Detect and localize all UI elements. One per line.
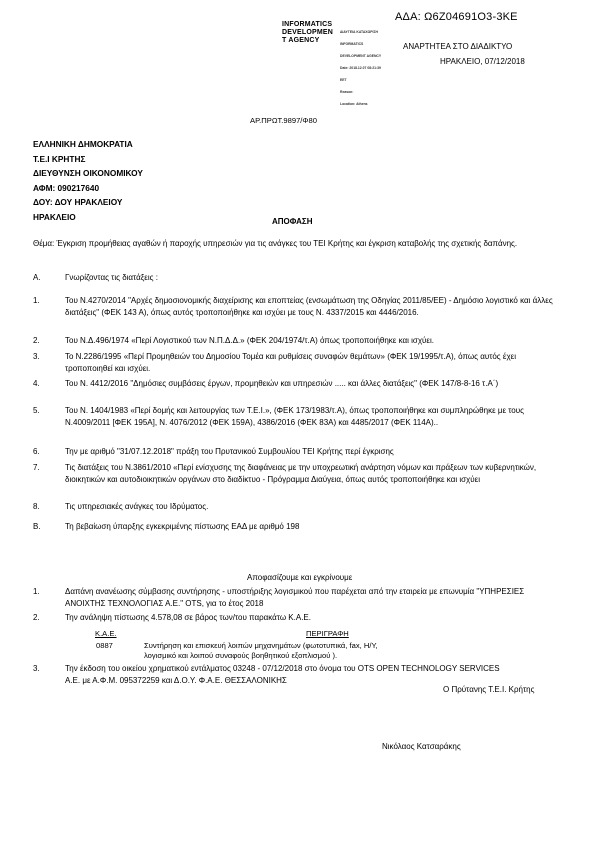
item-number: 6. bbox=[33, 447, 40, 456]
stamp-detail: DEVELOPMENT AGENCY bbox=[340, 54, 382, 58]
subject-line: Θέμα: Έγκριση προμήθειας αγαθών ή παροχής υπηρεσιών για τις ανάγκες του ΤΕΙ Κρήτης και έγκριση καταβολής της σχετικής δαπάνης. bbox=[33, 239, 518, 248]
place-date: ΗΡΑΚΛΕΙΟ, 07/12/2018 bbox=[440, 57, 525, 66]
issuer-line: ΔΙΕΥΘΥΝΣΗ ΟΙΚΟΝΟΜΙΚΟΥ bbox=[33, 168, 143, 179]
stamp-detail: Location: Athens bbox=[340, 102, 368, 106]
issuer-line: ΗΡΑΚΛΕΙΟ bbox=[33, 211, 76, 222]
item-number: 2. bbox=[33, 613, 40, 622]
item-number: 1. bbox=[33, 587, 40, 596]
item-text: Το Ν.2286/1995 «Περί Προμηθειών του Δημοσίου Τομέα και ρυθμίσεις συναφών θεμάτων» (ΦΕΚ 19/1995/τ.Α), όπως αυτός έχει τροποποιηθεί και ισχύει. bbox=[65, 352, 516, 373]
item-number: 5. bbox=[33, 406, 40, 415]
posting-note: ΑΝΑΡΤΗΤΕΑ ΣΤΟ ΔΙΑΔΙΚΤΥΟ bbox=[403, 42, 513, 51]
stamp-line: DEVELOPMEN bbox=[282, 29, 334, 37]
stamp-details bbox=[340, 22, 381, 114]
decide-heading: Αποφασίζουμε και εγκρίνουμε bbox=[247, 573, 353, 582]
item-text: Του Ν. 4412/2016 "Δημόσιες συμβάσεις έργων, προμηθειών και υπηρεσιών ..... και άλλες διατάξεις" (ΦΕΚ 147/8-8-16 τ.Α΄) bbox=[65, 379, 499, 388]
description-header: ΠΕΡΙΓΡΑΦΗ bbox=[306, 629, 349, 638]
item-text: Του Ν.Δ.496/1974 «Περί Λογιστικού των Ν.Π.Δ.Δ.» (ΦΕΚ 204/1974/τ.Α) όπως τροποποιήθηκε και ισχύει. bbox=[65, 336, 434, 345]
decision-title: ΑΠΟΦΑΣΗ bbox=[272, 217, 313, 226]
issuer-line: Τ.Ε.Ι ΚΡΗΤΗΣ bbox=[33, 153, 86, 164]
item-text: Γνωρίζοντας τις διατάξεις : bbox=[65, 273, 158, 282]
protocol-number: ΑΡ.ΠΡΩΤ.9897/Φ80 bbox=[250, 116, 317, 125]
stamp-detail: Reason: bbox=[340, 90, 354, 94]
item-number: 3. bbox=[33, 352, 40, 361]
item-text: Δαπάνη ανανέωσης σύμβασης συντήρησης - υποστήριξης λογισμικού που παρέχεται από την εταιρεία με επωνυμία "ΥΠΗΡΕΣΙΕΣ ΑΝΟΙΧΤΗΣ ΤΕΧΝΟΛΟΓΙΑΣ Α.Ε." OTS, για το έτος 2018 bbox=[65, 587, 525, 608]
item-text: Την με αριθμό "31/07.12.2018" πράξη του Πρυτανικού Συμβουλίου ΤΕΙ Κρήτης περί έγκρισης bbox=[65, 447, 394, 456]
item-number: Β. bbox=[33, 522, 41, 531]
signatory-name: Νικόλαος Κατσαράκης bbox=[382, 742, 461, 751]
issuer-header bbox=[33, 137, 143, 225]
issuer-line: ΕΛΛΗΝΙΚΗ ΔΗΜΟΚΡΑΤΙΑ bbox=[33, 139, 133, 149]
item-text: Την έκδοση του οικείου χρηματικού εντάλματος 03248 - 07/12/2018 στο όνομα του OTS OPEN TECHNOLOGY SERVICES Α.Ε. με Α.Φ.Μ. 095372259 και Δ.Ο.Υ. Φ.Α.Ε. ΘΕΣΣΑΛΟΝΙΚΗΣ bbox=[65, 664, 500, 685]
signatory-title: Ο Πρύτανης Τ.Ε.Ι. Κρήτης bbox=[443, 685, 535, 694]
item-text: Τις υπηρεσιακές ανάγκες του Ιδρύματος. bbox=[65, 502, 209, 511]
stamp-detail: EET bbox=[340, 78, 347, 82]
item-text: Τη βεβαίωση ύπαρξης εγκεκριμένης πίστωσης ΕΑΔ με αριθμό 198 bbox=[65, 522, 300, 531]
stamp-detail: INFORMATICS bbox=[340, 42, 364, 46]
item-text: Του Ν. 1404/1983 «Περί δομής και λειτουργίας των Τ.Ε.Ι.», (ΦΕΚ 173/1983/τ.Α), όπως τροποποιήθηκε και συμπληρώθηκε με τους Ν.4009/2011 [ΦΕΚ 195Α], Ν. 4076/2012 (ΦΕΚ 159Α), 4386/2016 (ΦΕΚ 83Α) και 4485/2017 (ΦΕΚ 114Α).. bbox=[65, 406, 524, 427]
kae-header: Κ.Α.Ε. bbox=[95, 629, 117, 638]
diavgeia-stamp bbox=[282, 21, 382, 106]
stamp-line: INFORMATICS bbox=[282, 21, 333, 28]
item-number: 1. bbox=[33, 296, 40, 305]
stamp-line: T AGENCY bbox=[282, 37, 320, 45]
stamp-detail: Date: 2018.12.07 08:21:39 bbox=[340, 66, 381, 70]
item-text: Τις διατάξεις του Ν.3861/2010 «Περί ενίσχυσης της διαφάνειας με την υποχρεωτική ανάρτηση νόμων και πράξεων των κυβερνητικών, διοικητικών και αυτοδιοικητικών οργάνων στο διαδίκτυο - Πρόγραμμα Διαύγεια, όπως αυτός τροποποιήθηκε και ισχύει bbox=[65, 463, 537, 484]
ada-code: ΑΔΑ: Ω6Ζ04691Ο3-3ΚΕ bbox=[395, 11, 518, 23]
description-value: Συντήρηση και επισκευή λοιπών μηχανημάτων (φωτοτυπικά, fax, Η/Υ, λογισμικό και λοιπού συναφούς βοηθητικού εξοπλισμού ). bbox=[144, 641, 378, 660]
item-number: 3. bbox=[33, 664, 40, 673]
item-text: Του Ν.4270/2014 "Αρχές δημοσιονομικής διαχείρισης και εποπτείας (ενσωμάτωση της Οδηγίας 2011/85/ΕΕ) - Δημόσιο λογιστικό και άλλες διατάξεις" (ΦΕΚ 143 Α), όπως αυτός τροποποιήθηκε και ισχύει με τους Ν. 4337/2015 και 4446/2016. bbox=[65, 296, 553, 317]
item-number: Α. bbox=[33, 273, 41, 282]
item-number: 4. bbox=[33, 379, 40, 388]
item-number: 2. bbox=[33, 336, 40, 345]
item-text: Την ανάληψη πίστωσης 4.578,08 σε βάρος των/του παρακάτω Κ.Α.Ε. bbox=[65, 613, 311, 622]
issuer-line: ΔΟΥ: ΔΟΥ ΗΡΑΚΛΕΙΟΥ bbox=[33, 197, 123, 208]
stamp-detail: ΔΙΑΥΓΕΙΑ ΚΑΤΑΧΩΡΙΣΗ bbox=[340, 30, 378, 34]
kae-value: 0887 bbox=[96, 641, 113, 650]
item-number: 8. bbox=[33, 502, 40, 511]
issuer-line: ΑΦΜ: 090217640 bbox=[33, 182, 100, 193]
item-number: 7. bbox=[33, 463, 40, 472]
